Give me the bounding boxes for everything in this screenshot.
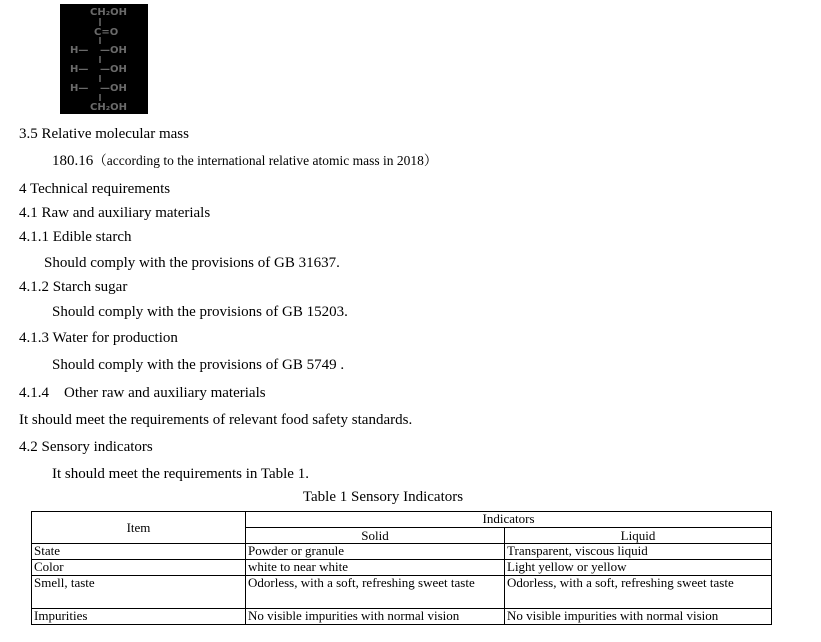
row-liquid: Light yellow or yellow <box>505 560 772 576</box>
structure-label: CH₂OH <box>90 7 127 18</box>
section-4-1-2-body: Should comply with the provisions of GB 15203. <box>52 304 348 320</box>
structure-label: —OH <box>100 64 127 75</box>
structure-label: H— <box>70 83 89 94</box>
row-solid: Powder or granule <box>246 544 505 560</box>
molecular-mass-note: （according to the international relative atomic mass in 2018） <box>93 153 438 168</box>
section-4-1-4-number: 4.1.4 <box>19 385 49 401</box>
section-4-1-3-heading: 4.1.3 Water for production <box>19 330 178 346</box>
header-liquid: Liquid <box>505 528 772 544</box>
molecular-mass-value: 180.16 <box>52 153 94 169</box>
structure-label: —OH <box>100 45 127 56</box>
structure-label: H— <box>70 45 89 56</box>
fructose-structure-graphic <box>60 4 148 114</box>
sensory-indicators-table <box>31 511 772 625</box>
row-item: State <box>32 544 246 560</box>
section-4-1-heading: 4.1 Raw and auxiliary materials <box>19 205 211 221</box>
section-4-heading: 4 Technical requirements <box>19 181 171 197</box>
row-item: Color <box>32 560 246 576</box>
section-4-2-body: It should meet the requirements in Table 1. <box>52 466 309 482</box>
row-liquid: No visible impurities with normal vision <box>505 609 772 625</box>
table-row <box>32 560 772 576</box>
table-caption: Table 1 Sensory Indicators <box>302 489 464 505</box>
header-item: Item <box>32 512 246 544</box>
structure-label: —OH <box>100 83 127 94</box>
section-4-2-heading: 4.2 Sensory indicators <box>19 439 153 455</box>
row-item: Smell, taste <box>32 576 246 609</box>
section-4-1-1-heading: 4.1.1 Edible starch <box>19 229 132 245</box>
structure-label: H— <box>70 64 89 75</box>
row-solid: Odorless, with a soft, refreshing sweet taste <box>246 576 505 609</box>
structure-label: C=O <box>94 27 119 38</box>
section-4-1-4-title: Other raw and auxiliary materials <box>64 385 266 401</box>
section-4-1-2-heading: 4.1.2 Starch sugar <box>19 279 128 295</box>
row-item: Impurities <box>32 609 246 625</box>
row-solid: No visible impurities with normal vision <box>246 609 505 625</box>
section-4-1-4-heading <box>19 384 266 402</box>
row-liquid: Transparent, viscous liquid <box>505 544 772 560</box>
header-solid: Solid <box>246 528 505 544</box>
table-row <box>32 609 772 625</box>
structural-formula-image <box>60 4 148 114</box>
section-4-1-3-body: Should comply with the provisions of GB 5749 . <box>52 357 345 373</box>
section-3-5-body <box>52 152 437 170</box>
section-3-5-heading: 3.5 Relative molecular mass <box>19 126 189 142</box>
table-row <box>32 576 772 609</box>
row-liquid: Odorless, with a soft, refreshing sweet taste <box>505 576 772 609</box>
header-indicators: Indicators <box>246 512 772 528</box>
structure-label: CH₂OH <box>90 102 127 113</box>
table-header-row <box>32 512 772 528</box>
section-4-1-4-body: It should meet the requirements of relevant food safety standards. <box>19 412 413 428</box>
row-solid: white to near white <box>246 560 505 576</box>
section-4-1-1-body: Should comply with the provisions of GB 31637. <box>44 255 340 271</box>
table-row <box>32 544 772 560</box>
